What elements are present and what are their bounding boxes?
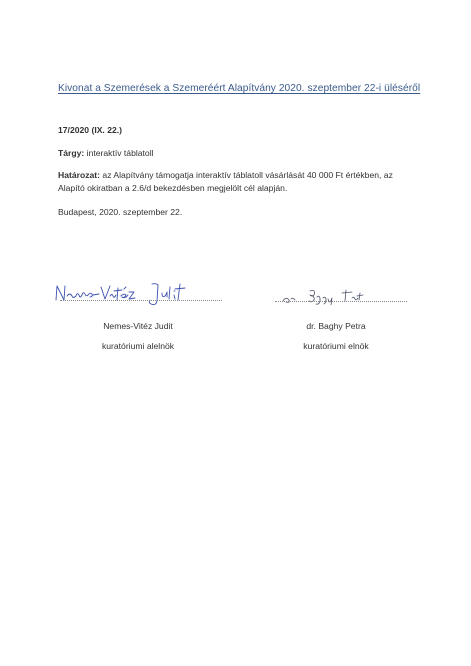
document-title: Kivonat a Szemerések a Szemeréért Alapítvány 2020. szeptember 22-i üléséről xyxy=(58,83,421,94)
left-signature-line xyxy=(60,300,222,301)
decision-label: Határozat: xyxy=(58,170,101,180)
decision-text-1: az Alapítvány támogatja interaktív táblatoll vásárlását 40 000 Ft értékben, az xyxy=(100,170,393,180)
subject-label: Tárgy: xyxy=(58,148,85,158)
right-signatory-name: dr. Baghy Petra xyxy=(306,321,366,331)
right-signatory-role: kuratóriumi elnök xyxy=(303,341,369,351)
decision-line-2: Alapító okiratban a 2.6/d bekezdésben megjelölt cél alapján. xyxy=(58,182,288,193)
subject-line xyxy=(58,147,154,160)
right-handwritten-signature xyxy=(280,287,375,305)
decision-paragraph xyxy=(58,169,414,194)
left-handwritten-signature xyxy=(48,278,198,306)
place-date: Budapest, 2020. szeptember 22. xyxy=(58,207,183,217)
left-signatory-name: Nemes-Vitéz Judit xyxy=(103,321,173,331)
subject-value: interaktív táblatoll xyxy=(84,148,154,158)
decision-line-1 xyxy=(58,169,414,182)
left-signatory-role: kuratóriumi alelnök xyxy=(101,341,175,351)
reference-number: 17/2020 (IX. 22.) xyxy=(58,125,123,135)
right-signature-line xyxy=(275,301,407,302)
